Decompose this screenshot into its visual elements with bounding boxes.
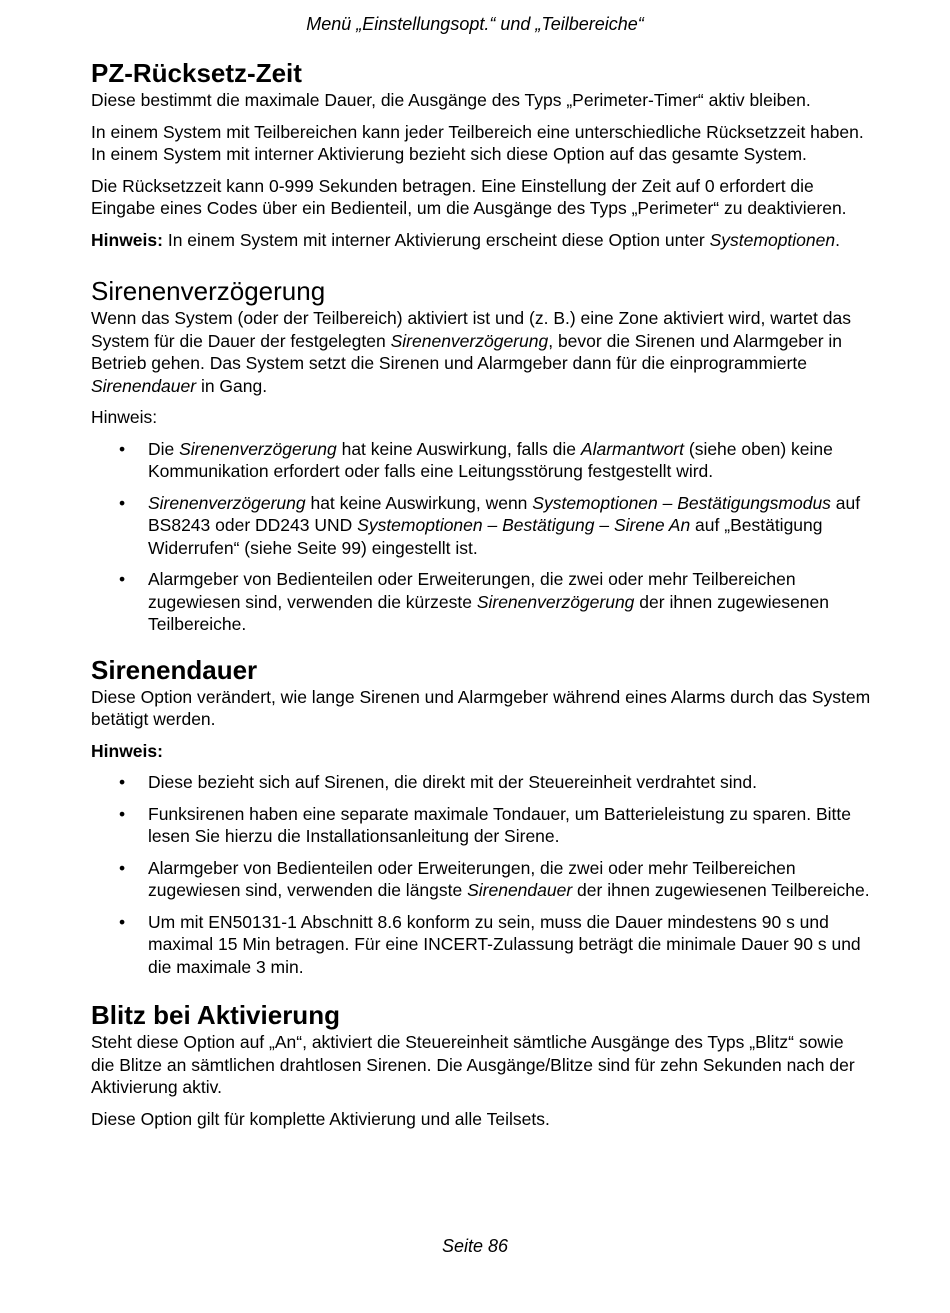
paragraph: In einem System mit Teilbereichen kann jeder Teilbereich eine unterschiedliche Rücksetzzeit haben. In einem System mit interner Aktivierung bezieht sich diese Option auf das gesamte System. [91, 121, 864, 164]
text-run: in Gang. [196, 375, 268, 396]
emphasis: Sirenenverzögerung [476, 591, 635, 612]
bullet-icon: • [119, 857, 126, 878]
text-run: auf BS8243 oder DD243 UND [148, 492, 861, 535]
note-label [91, 740, 871, 763]
bullet-icon: • [119, 569, 126, 589]
bullet-icon: • [119, 803, 126, 824]
list-item [91, 803, 871, 848]
section-title: Sirenenverzögerung [91, 276, 326, 306]
list-item [91, 911, 871, 979]
list-item [91, 438, 871, 483]
note-label-text: Hinweis: [91, 740, 163, 761]
emphasis: Systemoptionen – Bestätigung – Sirene An [357, 515, 691, 535]
list-item [91, 568, 871, 636]
text-run: Alarmgeber von Bedienteilen oder Erweiterungen, die zwei oder mehr Teilbereichen zugewiesen sind, verwenden die kürzeste [148, 569, 796, 612]
section-sirenendauer [91, 654, 871, 979]
bullet-icon: • [119, 438, 126, 459]
paragraph: Diese Option verändert, wie lange Sirenen und Alarmgeber während eines Alarms durch das System betätigt werden. [91, 686, 871, 729]
paragraph: Diese bestimmt die maximale Dauer, die Ausgänge des Typs „Perimeter-Timer“ aktiv bleiben. [91, 90, 811, 110]
emphasis: Alarmantwort [580, 438, 684, 459]
section-blitz-bei-aktivierung [91, 999, 871, 1130]
text-run: hat keine Auswirkung, falls die [336, 438, 581, 459]
document-body [91, 57, 871, 1139]
bullet-icon: • [119, 911, 126, 932]
text-run: auf „Bestätigung Widerrufen“ (siehe Seite 99) eingestellt ist. [148, 515, 823, 558]
text-run: Funksirenen haben eine separate maximale Tondauer, um Batterieleistung zu sparen. Bitte lesen Sie hierzu die Installationsanleitung der Sirene. [148, 803, 852, 846]
bullet-icon: • [119, 772, 126, 792]
note-paragraph [91, 229, 871, 252]
paragraph: Steht diese Option auf „An“, aktiviert die Steuereinheit sämtliche Ausgänge des Typs „Blitz“ sowie die Blitze an sämtlichen drahtlosen Sirenen. Die Ausgänge/Blitze sind für zehn Sekunden nach der Aktivierung aktiv. [91, 1032, 855, 1097]
paragraph: Diese Option gilt für komplette Aktivierung und alle Teilsets. [91, 1108, 550, 1129]
list-item [91, 771, 871, 794]
note-end: . [835, 229, 840, 250]
text-run: Diese bezieht sich auf Sirenen, die direkt mit der Steuereinheit verdrahtet sind. [148, 772, 757, 792]
page-header: Menü „Einstellungsopt.“ und „Teilbereiche“ [306, 14, 644, 34]
page-number: Seite 86 [441, 1236, 509, 1256]
note-label: Hinweis: [91, 229, 163, 250]
section-title: Sirenendauer [91, 654, 258, 685]
bullet-list [91, 438, 871, 636]
text-run: Wenn das System (oder der Teilbereich) aktiviert ist und (z. B.) eine Zone aktiviert wird, wartet das System für die Dauer der festgelegten [91, 308, 851, 351]
note-emphasis: Systemoptionen [709, 229, 836, 250]
section-sirenenverzoegerung [91, 275, 871, 636]
section-title: PZ-Rücksetz-Zeit [91, 58, 302, 88]
text-run: hat keine Auswirkung, wenn [305, 492, 533, 513]
bullet-icon: • [119, 492, 126, 513]
text-run: der ihnen zugewiesenen Teilbereiche. [148, 591, 830, 634]
text-run: der ihnen zugewiesenen Teilbereiche. [572, 880, 870, 900]
emphasis: Sirenenverzögerung [179, 438, 337, 459]
section-title: Blitz bei Aktivierung [91, 1000, 340, 1030]
text-run: Die [148, 438, 180, 459]
note-label: Hinweis: [91, 407, 158, 427]
paragraph: Die Rücksetzzeit kann 0-999 Sekunden betragen. Eine Einstellung der Zeit auf 0 erfordert die Eingabe eines Codes über ein Bedienteil, um die Ausgänge des Typs „Perimeter“ zu deaktivieren. [91, 175, 847, 218]
bullet-list [91, 771, 871, 978]
text-run: (siehe oben) keine Kommunikation erfordert oder falls eine Leitungsstörung festgestellt wird. [148, 438, 833, 481]
list-item [91, 492, 871, 560]
note-text: In einem System mit interner Aktivierung erscheint diese Option unter [162, 229, 710, 250]
text-run: , bevor die Sirenen und Alarmgeber in Betrieb gehen. Das System setzt die Sirenen und Alarmgeber dann für die einprogrammierte [91, 330, 843, 373]
paragraph [91, 307, 871, 397]
emphasis: Sirenendauer [467, 880, 573, 900]
section-pz-ruecksetz-zeit [91, 57, 871, 251]
emphasis: Sirenenverzögerung [390, 330, 549, 351]
emphasis: Sirenenverzögerung [148, 492, 306, 513]
text-run: Um mit EN50131-1 Abschnitt 8.6 konform zu sein, muss die Dauer mindestens 90 s und maximal 15 Min betragen. Für eine INCERT-Zulassung beträgt die minimale Dauer 90 s und die maximale 3 min. [148, 911, 861, 977]
text-run: Alarmgeber von Bedienteilen oder Erweiterungen, die zwei oder mehr Teilbereichen zugewiesen sind, verwenden die längste [148, 857, 796, 900]
list-item [91, 857, 871, 902]
emphasis: Systemoptionen – Bestätigungsmodus [532, 492, 831, 513]
emphasis: Sirenendauer [91, 375, 197, 396]
